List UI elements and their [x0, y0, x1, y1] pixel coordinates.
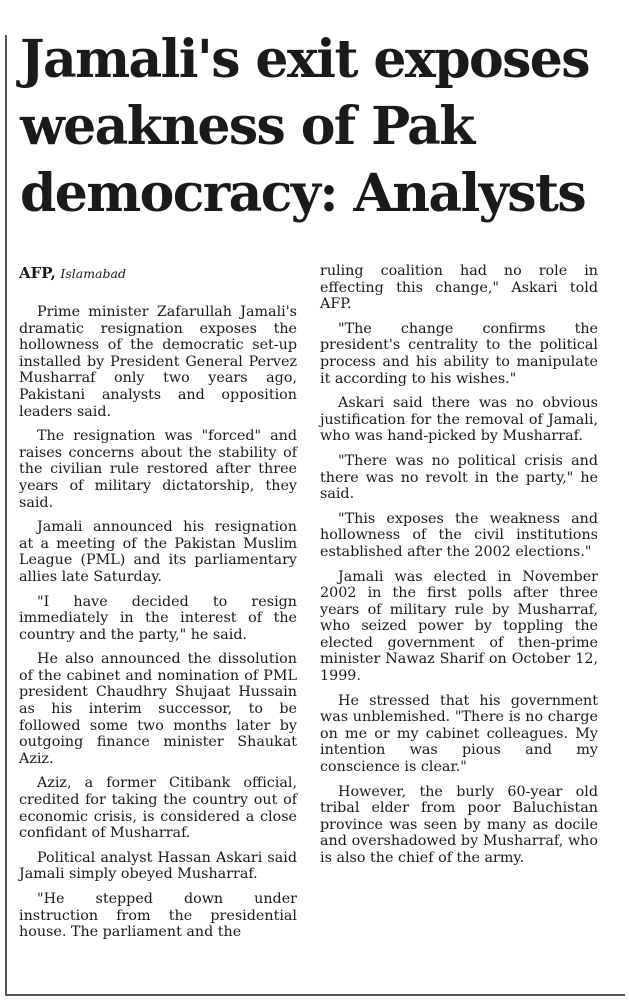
left-column — [19, 265, 297, 949]
left-column-rule — [5, 35, 7, 995]
paragraph: "There was no political crisis and there was no revolt in the party," he said. — [320, 452, 598, 503]
paragraph: "The change confirms the president's centrality to the political process and his ability to manipulate it according to his wishes." — [320, 320, 598, 387]
paragraph: Prime minister Zafarullah Jamali's dramatic resignation exposes the hollowness of the democratic set-up installed by President General Pervez Musharraf only two years ago, Pakistani analysts and opposition leaders said. — [19, 304, 297, 420]
byline — [19, 265, 297, 282]
paragraph: Askari said there was no obvious justification for the removal of Jamali, who was hand-picked by Musharraf. — [320, 395, 598, 445]
paragraph: Aziz, a former Citibank official, credited for taking the country out of economic crisis, is considered a close confidant of Musharraf. — [19, 775, 297, 842]
paragraph: "This exposes the weakness and hollowness of the civil institutions established after the 2002 elections." — [320, 510, 598, 560]
paragraph: Political analyst Hassan Askari said Jamali simply obeyed Musharraf. — [19, 849, 297, 883]
paragraph: The resignation was "forced" and raises concerns about the stability of the civilian rule restored after three years of military dictatorship, they said. — [19, 428, 297, 511]
paragraph: He also announced the dissolution of the cabinet and nomination of PML president Chaudhry Shujaat Hussain as his interim successor, to be followed some two months later by outgoing finance minister Shaukat Aziz. — [19, 651, 297, 767]
right-column — [320, 263, 598, 875]
paragraph: However, the burly 60-year old tribal elder from poor Baluchistan province was seen by many as docile and overshadowed by Musharraf, who is also the chief of the army. — [320, 783, 598, 866]
byline-agency: AFP, — [19, 264, 56, 282]
article-headline: Jamali's exit exposes weakness of Pak democracy: Analysts — [20, 29, 589, 224]
paragraph-continued: ruling coalition had no role in effecting this change," Askari told AFP. — [320, 263, 598, 313]
bottom-rule — [5, 994, 625, 996]
paragraph: Jamali was elected in November 2002 in the first polls after three years of military rule by Musharraf, who seized power by toppling the elected government of then-prime minister Nawaz Sharif on October 12, 1999. — [320, 568, 598, 685]
byline-location: Islamabad — [60, 266, 126, 281]
paragraph: Jamali announced his resignation at a meeting of the Pakistan Muslim League (PML) and its parliamentary allies late Saturday. — [19, 519, 297, 585]
paragraph: "He stepped down under instruction from the presidential house. The parliament and the — [19, 891, 297, 941]
paragraph: "I have decided to resign immediately in the interest of the country and the party," he said. — [19, 593, 297, 643]
paragraph: He stressed that his government was unblemished. "There is no charge on me or my cabinet colleagues. My intention was pious and my conscience is clear." — [320, 692, 598, 776]
